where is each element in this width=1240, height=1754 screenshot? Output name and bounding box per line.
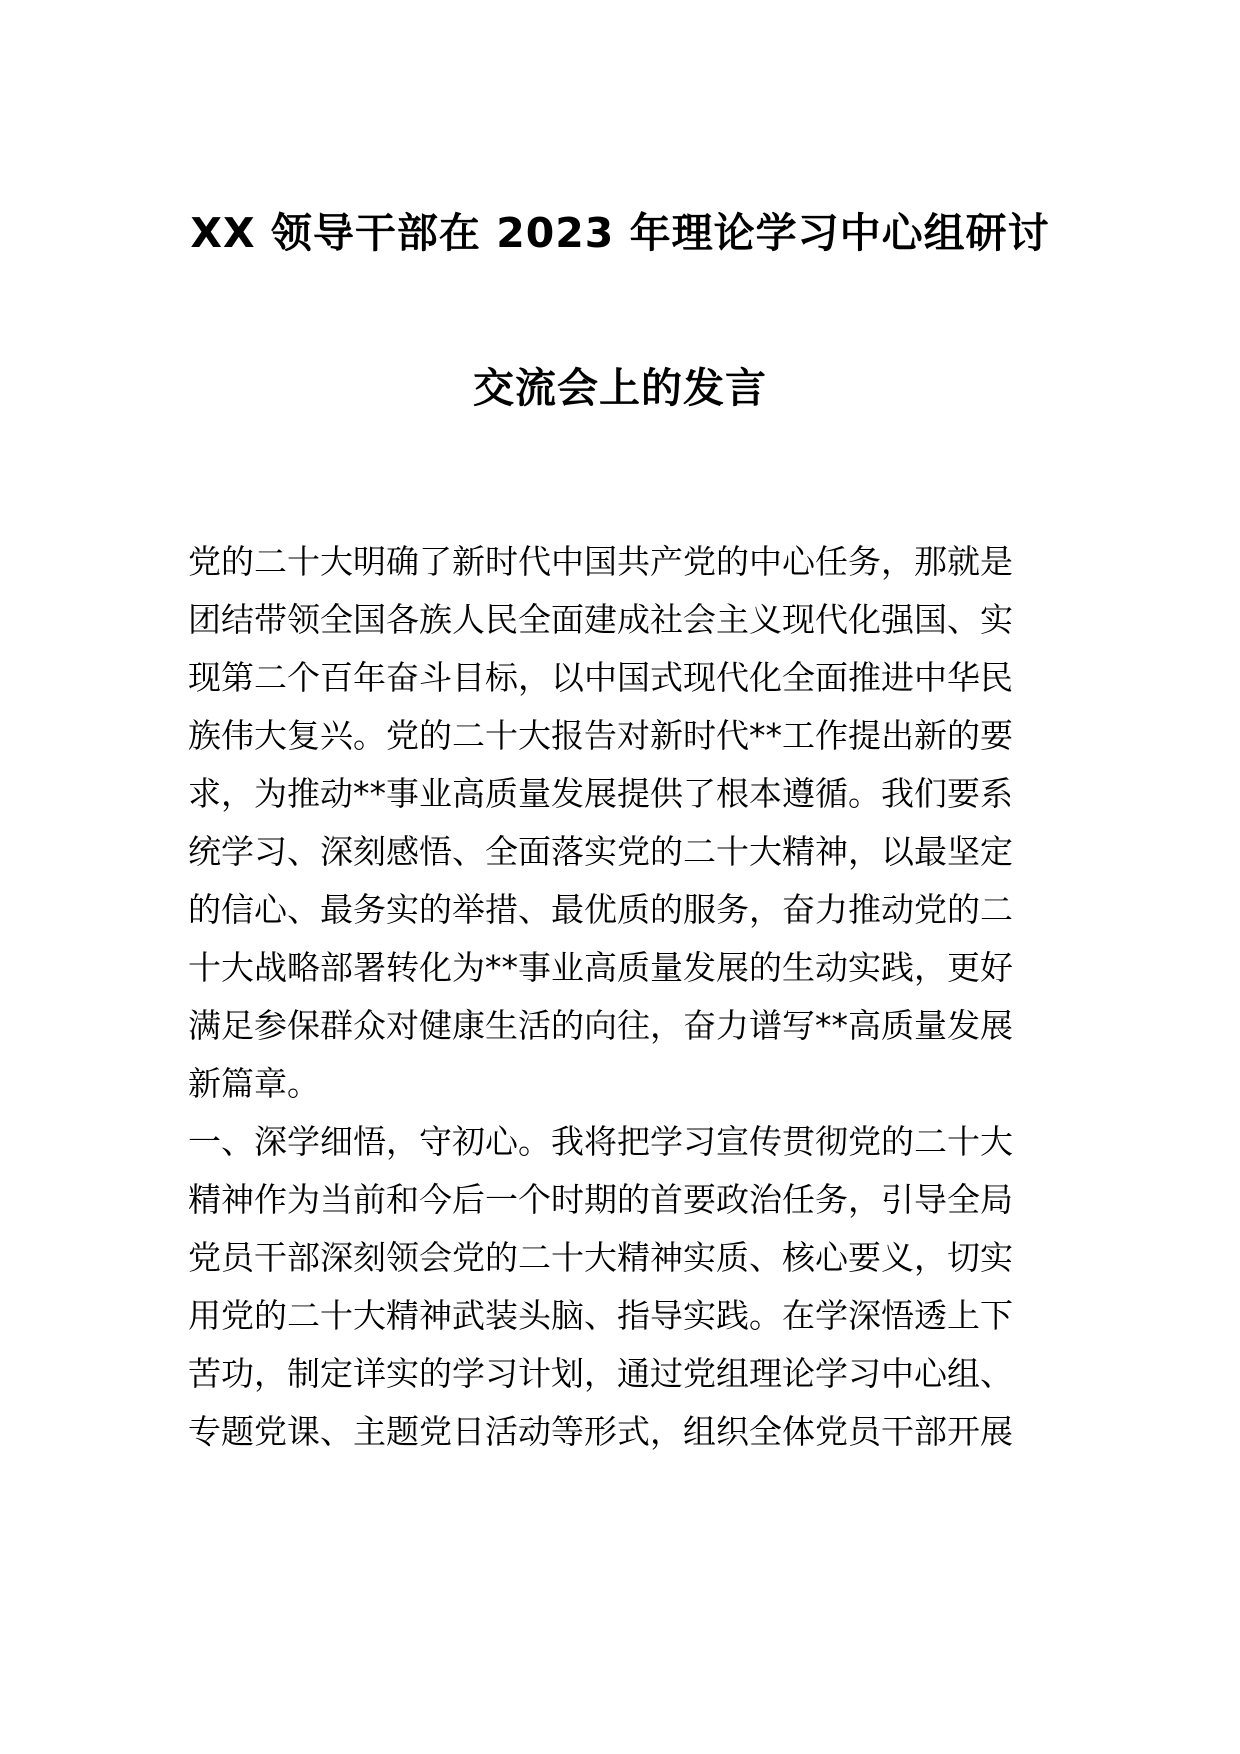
body-line: 一、深学细悟，守初心。我将把学习宣传贯彻党的二十大 bbox=[188, 1122, 1013, 1161]
body-line: 族伟大复兴。党的二十大报告对新时代**工作提出新的要 bbox=[188, 716, 1013, 755]
body-line: 现第二个百年奋斗目标，以中国式现代化全面推进中华民 bbox=[188, 658, 1013, 697]
document-title-line-2: 交流会上的发言 bbox=[473, 364, 767, 412]
body-line: 团结带领全国各族人民全面建成社会主义现代化强国、实 bbox=[188, 600, 1013, 639]
body-line: 统学习、深刻感悟、全面落实党的二十大精神，以最坚定 bbox=[188, 832, 1013, 871]
body-line: 十大战略部署转化为**事业高质量发展的生动实践，更好 bbox=[188, 948, 1013, 987]
body-line: 新篇章。 bbox=[188, 1064, 320, 1103]
body-line: 精神作为当前和今后一个时期的首要政治任务，引导全局 bbox=[188, 1180, 1013, 1219]
body-line: 苦功，制定详实的学习计划，通过党组理论学习中心组、 bbox=[188, 1354, 1013, 1393]
body-line: 满足参保群众对健康生活的向往，奋力谱写**高质量发展 bbox=[188, 1006, 1013, 1045]
document-title-line-1: XX 领导干部在 2023 年理论学习中心组研讨 bbox=[190, 209, 1050, 257]
body-line: 党的二十大明确了新时代中国共产党的中心任务，那就是 bbox=[188, 542, 1013, 581]
body-line: 专题党课、主题党日活动等形式，组织全体党员干部开展 bbox=[188, 1412, 1013, 1451]
body-line: 的信心、最务实的举措、最优质的服务，奋力推动党的二 bbox=[188, 890, 1013, 929]
body-line: 用党的二十大精神武装头脑、指导实践。在学深悟透上下 bbox=[188, 1296, 1013, 1335]
body-line: 求，为推动**事业高质量发展提供了根本遵循。我们要系 bbox=[188, 774, 1013, 813]
body-line: 党员干部深刻领会党的二十大精神实质、核心要义，切实 bbox=[188, 1238, 1013, 1277]
